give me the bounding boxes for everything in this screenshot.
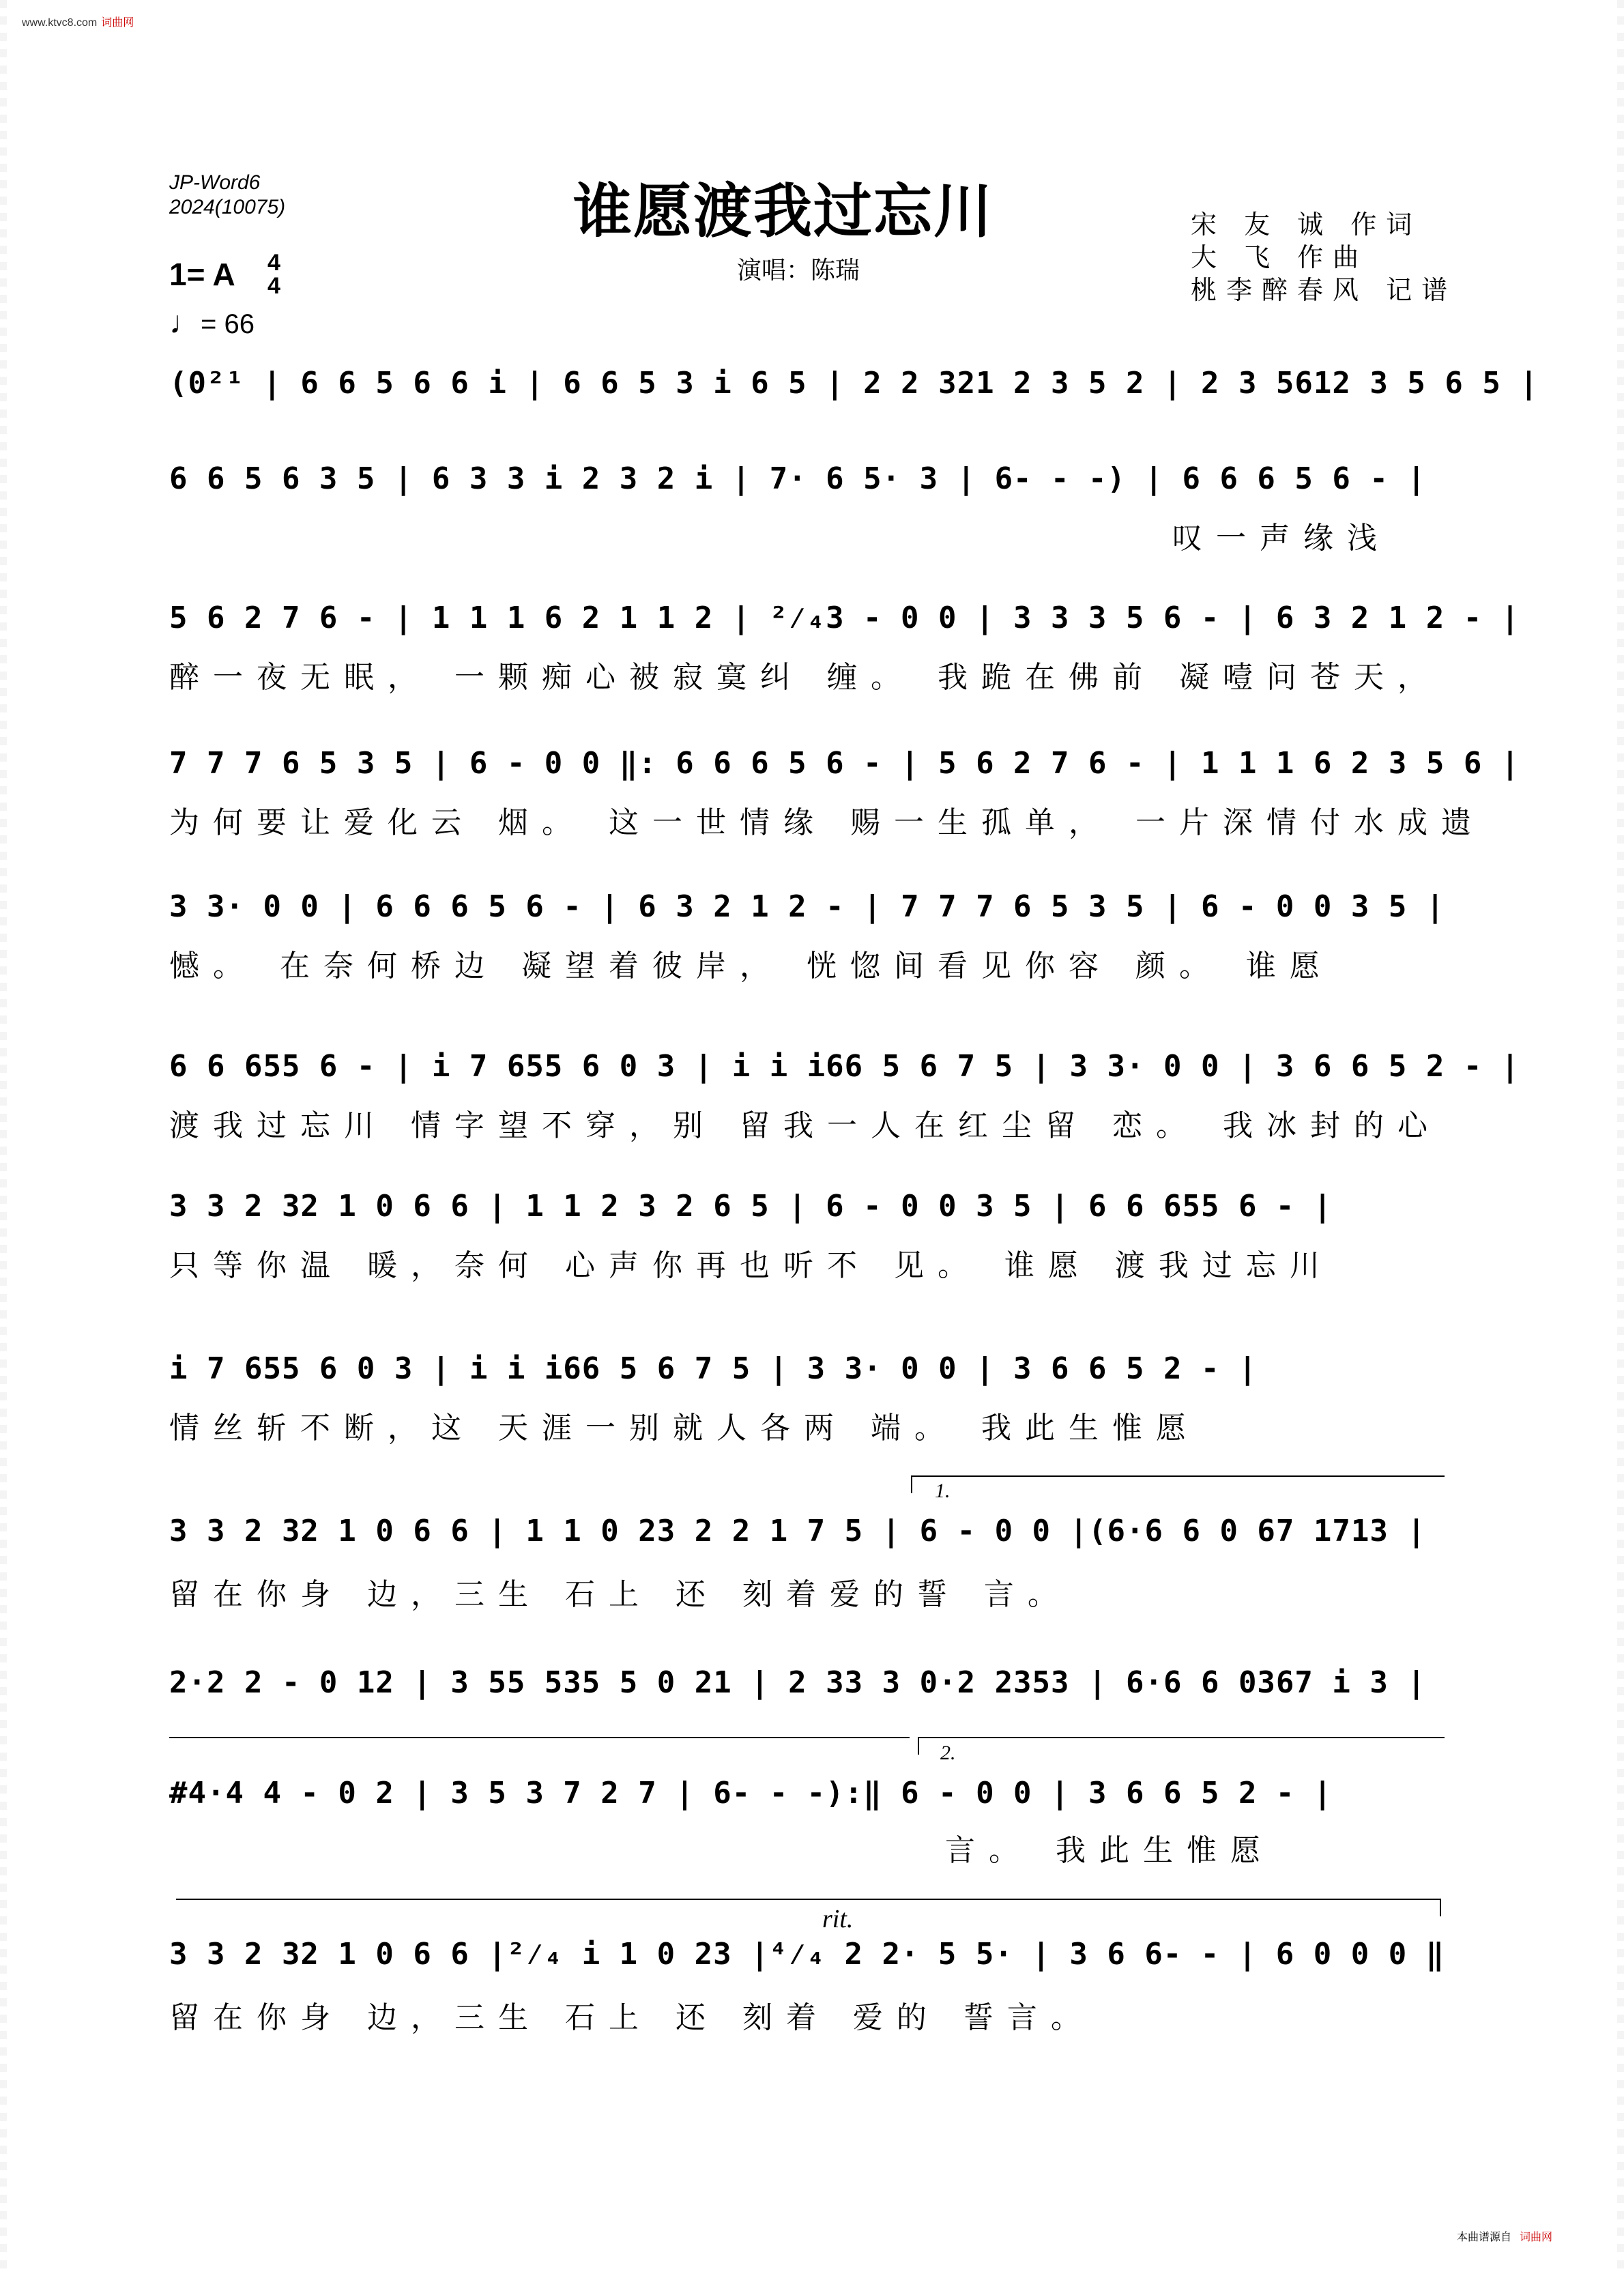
score-line-3: 5 6 2 7 6 - | 1 1 1 6 2 1 1 2 | ²⁄₄3 - 0 0 | 3 3 3 5 6 - | 6 3 2 1 2 - | [169,601,1520,635]
score-line-9: 3 3 2 32 1 0 6 6 | 1 1 0 23 2 2 1 7 5 | 6 - 0 0 |(6·6 6 0 67 1713 | [169,1514,1426,1548]
lyric-line-4: 为何要让爱化云 烟。 这一世情缘 赐一生孤单， 一片深情付水成遗 [169,805,1485,840]
tempo-value: = 66 [201,309,255,339]
footer-source [1457,2228,1552,2244]
credit-transcriber: 桃李醉春风 记谱 [1191,275,1458,305]
lyric-line-9: 留在你身 边，三生 石上 还 刻着爱的誓 言。 [169,1577,1071,1612]
time-signature [267,251,280,298]
score-line-12: 3 3 2 32 1 0 6 6 |²⁄₄ i 1 0 23 |⁴⁄₄ 2 2· 5 5· | 3 6 6- - | 6 0 0 0 ‖ [169,1937,1445,1972]
footer-site: 词曲网 [1520,2230,1553,2243]
watermark-site-name: 词曲网 [101,17,134,29]
tempo-marking [169,304,255,341]
score-line-6: 6 6 655 6 - | i 7 655 6 0 3 | i i i66 5 6 7 5 | 3 3· 0 0 | 3 6 6 5 2 - | [169,1049,1520,1084]
watermark-site: www.ktvc8.com [22,17,98,29]
software-version: 2024(10075) [169,196,286,218]
score-line-10: 2·2 2 - 0 12 | 3 55 535 5 0 21 | 2 33 3 0·2 2353 | 6·6 6 0367 i 3 | [169,1665,1426,1700]
score-line-1: (0²¹ | 6 6 5 6 6 i | 6 6 5 3 i 6 5 | 2 2 321 2 3 5 2 | 2 3 5612 3 5 6 5 | [169,366,1539,401]
score-line-8: i 7 655 6 0 3 | i i i66 5 6 7 5 | 3 3· 0 0 | 3 6 6 5 2 - | [169,1351,1258,1386]
page-edge-right [1617,0,1624,2276]
lyric-line-7: 只等你温 暖，奈何 心声你再也听不 见。 谁愿 渡我过忘川 [169,1248,1333,1283]
volta-2-label: 2. [940,1742,956,1764]
lyric-line-2: 叹一声缘浅 [1172,521,1391,556]
lyric-line-11: 言。 我此生惟愿 [945,1833,1274,1868]
score-line-2: 6 6 5 6 3 5 | 6 3 3 i 2 3 2 i | 7· 6 5· 3 | 6- - -) | 6 6 6 5 6 - | [169,461,1426,496]
credit-lyricist: 宋 友 诚 作词 [1191,210,1422,240]
ritardando-marking: rit. [822,1905,854,1933]
volta-bracket-1-continued [169,1737,910,1755]
score-line-7: 3 3 2 32 1 0 6 6 | 1 1 2 3 2 6 5 | 6 - 0 0 3 5 | 6 6 655 6 - | [169,1189,1333,1224]
software-name: JP-Word6 [169,171,261,194]
page-edge-left [0,0,7,2276]
lyric-line-12: 留在你身 边，三生 石上 还 刻着 爱的 誓言。 [169,2000,1094,2035]
key-signature: 1= A [169,257,235,292]
credit-composer: 大 飞 作曲 [1191,242,1369,272]
lyric-line-6: 渡我过忘川 情字望不穿，别 留我一人在红尘留 恋。 我冰封的心 [169,1108,1441,1143]
time-signature-bottom: 4 [267,273,280,299]
singer: 演唱：陈瑞 [737,257,860,285]
credits [1191,208,1457,306]
volta-1-label: 1. [935,1480,951,1502]
footer-source-text: 本曲谱源自 [1457,2230,1512,2243]
volta-bracket-2 [918,1737,1445,1755]
lyric-line-8: 情丝斩不断，这 天涯一别就人各两 端。 我此生惟愿 [169,1411,1200,1445]
lyric-line-3: 醉一夜无眠， 一颗痴心被寂寞纠 缠。 我跪在佛前 凝噎问苍天， [169,660,1441,695]
lyric-line-5: 憾。 在奈何桥边 凝望着彼岸， 恍惚间看见你容 颜。 谁愿 [169,949,1333,983]
volta-bracket-2-continued [176,1899,1441,1916]
score-line-11: #4·4 4 - 0 2 | 3 5 3 7 2 7 | 6- - -):‖ 6 - 0 0 | 3 6 6 5 2 - | [169,1776,1333,1811]
watermark [22,14,134,29]
score-line-5: 3 3· 0 0 | 6 6 6 5 6 - | 6 3 2 1 2 - | 7 7 7 6 5 3 5 | 6 - 0 0 3 5 | [169,889,1445,924]
volta-bracket-1 [911,1475,1445,1493]
software-info [169,171,285,220]
quarter-note-icon: ♩ [169,304,201,340]
time-signature-top: 4 [267,250,280,276]
song-title: 谁愿渡我过忘川 [573,177,994,246]
score-line-4: 7 7 7 6 5 3 5 | 6 - 0 0 ‖: 6 6 6 5 6 - | 5 6 2 7 6 - | 1 1 1 6 2 3 5 6 | [169,746,1520,781]
